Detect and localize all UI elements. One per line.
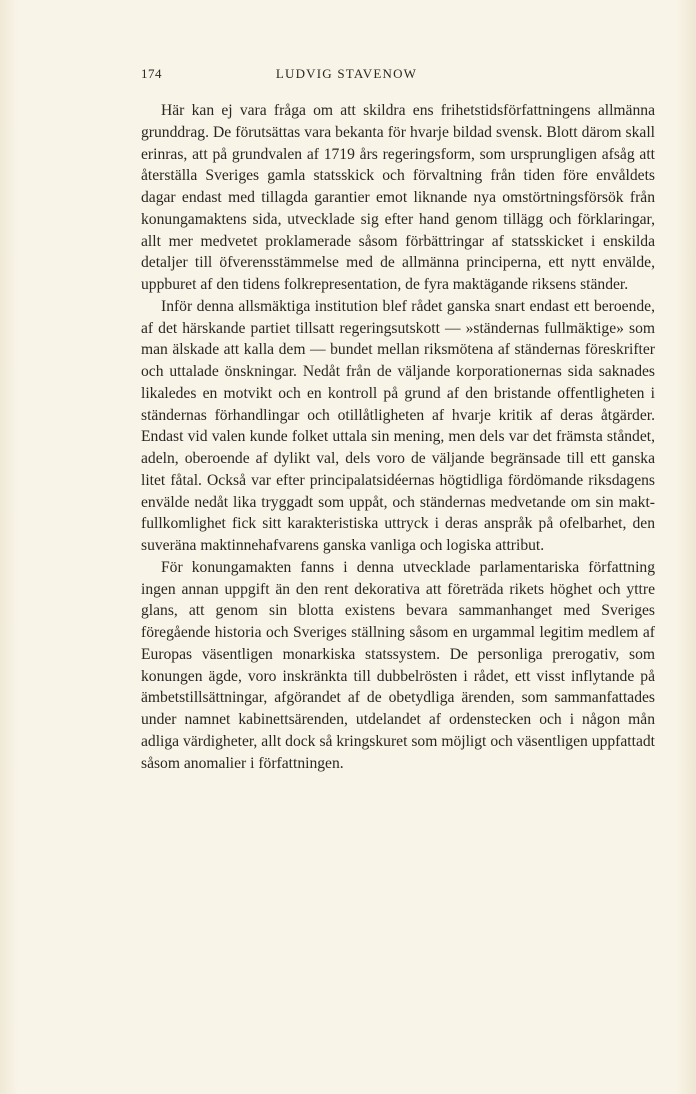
running-head: LUDVIG STAVENOW: [275, 66, 418, 81]
body-text: [141, 100, 655, 774]
page-number: 174: [141, 66, 162, 81]
paragraph: För konungamakten fanns i denna utvecklade parlamentariska författning ingen annan uppgift än den rent dekorativa att företräda rikets höghet och yttre glans, att genom sin blotta existens bevara sammanhanget med Sveriges föregående historia och Sveriges ställning såsom en urgammal legitim medlem af Europas väsentligen monarkiska statssystem. De personliga prerogativ, som konungen ägde, voro inskränkta till dubbelrösten i rådet, ett visst inflytande på ämbetstillsättningar, afgörandet af de obetydliga ärenden, som sammanfattades under namnet kabinettsärenden, utdelandet af ordenstecken och i någon mån adliga värdigheter, allt dock så kringskuret som möjligt och väsentligen uppfattadt såsom anomalier i författningen.: [141, 558, 655, 772]
paragraph: Inför denna allsmäktiga institution blef rådet ganska snart endast ett beroende, af det härskande partiet tillsatt regeringsutskott — »ständernas fullmäktige» som man älskade att kalla dem — bundet mellan riksmötena af ständernas föreskrifter och uttalade önskningar. Nedåt från de väljande korporationernas sida saknades likaledes en motvikt och en kontroll på grund af den bristande offentligheten i ständernas förhandlingar och otillåtligheten af hvarje kritik af deras åtgärder. Endast vid valen kunde folket uttala sin mening, men dels var det främsta ståndet, adeln, oberoende af dylikt val, dels voro de väljande begränsade till ett ganska litet fåtal. Också var efter principalatsidéernas högtidliga fördömande riksdagens envälde nedåt lika tryggadt som uppåt, och ständernas medvetande om sin maktfullkomlighet fick sitt karakteristiska uttryck i deras anspråk på ofelbarhet, den suveräna maktinnehafvarens ganska vanliga och logiska attribut.: [141, 297, 655, 554]
paragraph: Här kan ej vara fråga om att skildra ens frihetstidsförfattningens allmänna grunddrag. De förutsättas vara bekanta för hvarje bildad svensk. Blott därom skall erinras, att på grundvalen af 1719 års regeringsform, som ursprungligen afsåg att återställa Sveriges gamla statsskick och förvaltning från tiden före envåldets dagar endast med tillagda garantier emot liknande nya omstörtningsförsök från konungamaktens sida, utvecklade sig efter hand genom tillägg och förklaringar, allt mer medvetet proklamerade såsom förbättringar af statsskicket i enskilda detaljer till öfverensstämmelse med de allmänna principerna, ett nytt envälde, uppburet af den tidens folkrepresentation, de fyra maktägande riksens ständer.: [141, 102, 655, 293]
page-header: [141, 66, 552, 84]
